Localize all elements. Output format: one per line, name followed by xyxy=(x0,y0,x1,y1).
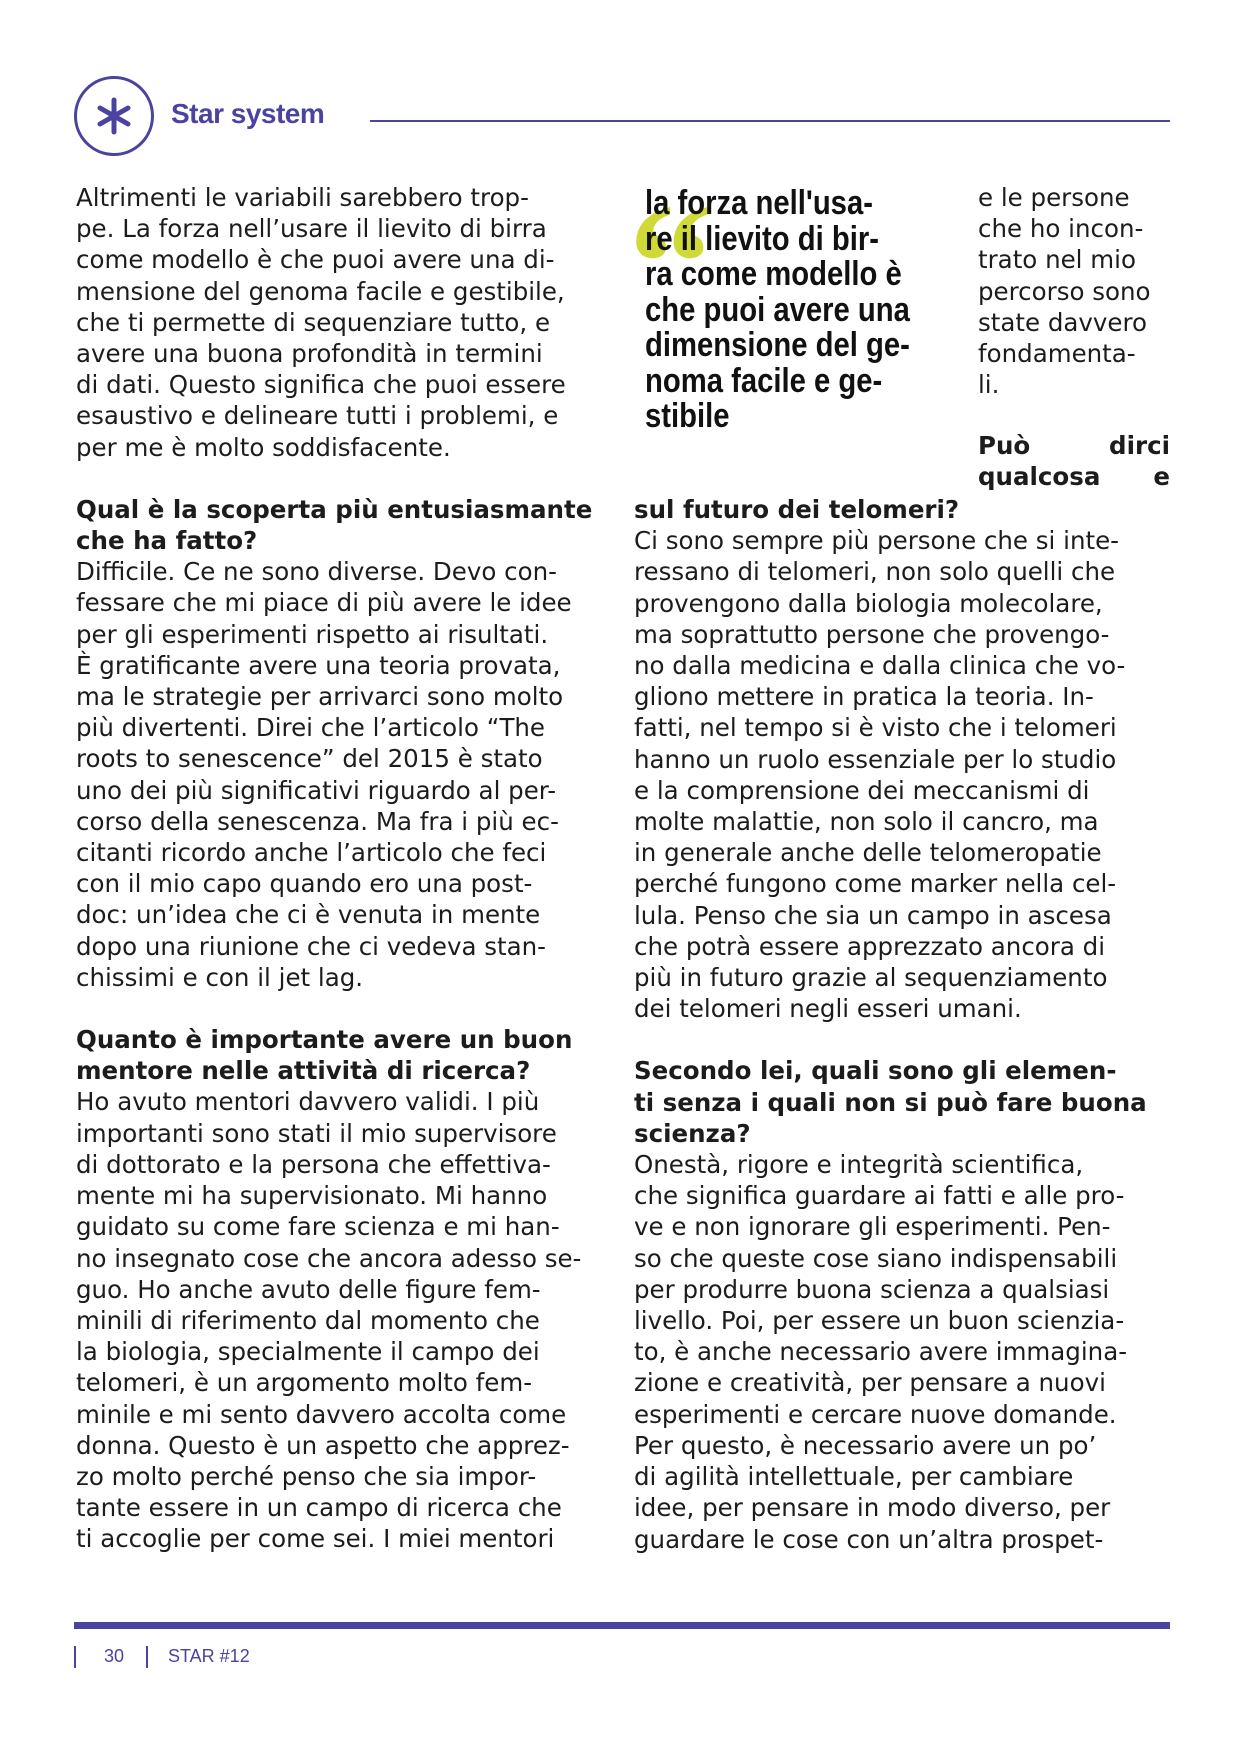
footer-separator xyxy=(146,1646,148,1668)
header-divider xyxy=(370,120,1170,122)
issue-label: STAR #12 xyxy=(168,1646,250,1666)
paragraph: Altrimenti le variabili sarebbero trop- pe. La forza nell’usare il lievito di birra come modello è che puoi avere una di- mensione del genoma facile e gestibile, che ti permette di sequenziare tutto, e avere una buona profondità in termini di dati. Questo significa che puoi essere esaustivo e delineare tutti i problemi, e per me è molto soddisfacente. xyxy=(76,183,566,462)
paragraph: Ho avuto mentori davvero validi. I più importanti sono stati il mio supervisore di dottorato e la persona che effettiva- mente mi ha supervisionato. Mi hanno guidato su come fare scienza e mi han- no insegnato cose che ancora adesso se- guo. Ho anche avuto delle figure fem- minili di riferimento dal momento che la biologia, specialmente il campo dei telomeri, è un argomento molto fem- minile e mi sento davvero accolta come donna. Questo è un aspetto che apprez- zo molto perché penso che sia impor- tante essere in un campo di ricerca che ti accoglie per come sei. I miei mentori xyxy=(76,1087,582,1554)
paragraph: e le persone che ho incon- trato nel mio percorso sono state davvero fondamenta- li. xyxy=(978,183,1151,400)
right-column-top xyxy=(978,182,1170,400)
question-heading: sul futuro dei telomeri? xyxy=(634,495,960,524)
paragraph: Onestà, rigore e integrità scientifica, che significa guardare ai fatti e alle pro- ve e non ignorare gli esperimenti. Pen- so che queste cose siano indispensabili per produrre buona scienza a qualsiasi livello. Poi, per essere un buon scienzia- to, è anche necessario avere immagina- zione e creatività, per pensare a nuovi esperimenti e cercare nuove domande. Per questo, è necessario avere un po’ di agilità intellettuale, per cambiare idee, per pensare in modo diverso, per guardare le cose con un’altra prospet- xyxy=(634,1150,1128,1554)
question-heading: Qual è la scoperta più entusiasmante che ha fatto? xyxy=(76,494,593,556)
footer-separator xyxy=(74,1646,76,1668)
quote-mark-icon: “ xyxy=(628,169,713,357)
left-column xyxy=(76,182,610,1555)
paragraph: Ci sono sempre più persone che si inte- ressano di telomeri, non solo quelli che provengono dalla biologia molecolare, ma soprattutto persone che provengo- no dalla medicina e dalla clinica che vo- gliono mettere in pratica la teoria. In- fatti, nel tempo si è visto che i telomeri hanno un ruolo essenziale per lo studio e la comprensione dei meccanismi di molte malattie, non solo il cancro, ma in generale anche delle telomeropatie perché fungono come marker nella cel- lula. Penso che sia un campo in ascesa che potrà essere apprezzato ancora di più in futuro grazie al sequenziamento dei telomeri negli esseri umani. xyxy=(634,526,1126,1024)
question-heading: Quanto è importante avere un buon mentore nelle attività di ricerca? xyxy=(76,1025,573,1086)
pull-quote: la forza nell'usa- re il lievito di bir- ra come modello è che puoi avere una dimensione del ge- noma facile e ge- stibile xyxy=(645,184,910,435)
question-heading: Secondo lei, quali sono gli elemen- ti senza i quali non si può fare buona scienza? xyxy=(634,1056,1147,1148)
asterisk-icon xyxy=(95,97,133,135)
section-title: Star system xyxy=(171,98,325,129)
footer-divider xyxy=(74,1622,1170,1629)
question-heading-part: Può dirci qualcosa e xyxy=(978,431,1170,492)
paragraph: Difficile. Ce ne sono diverse. Devo con- fessare che mi piace di più avere le idee per gli esperimenti rispetto ai risultati. È gratificante avere una teoria provata, ma le strategie per arrivarci sono molto più divertenti. Direi che l’articolo “The roots to senescence” del 2015 è stato uno dei più significativi riguardo al per- corso della senescenza. Ma fra i più ec- citanti ricordo anche l’articolo che feci con il mio capo quando ero una post- doc: un’idea che ci è venuta in mente dopo una riunione che ci vedeva stan- chissimi e con il jet lag. xyxy=(76,557,572,992)
page-number: 30 xyxy=(104,1646,125,1666)
section-badge xyxy=(74,76,154,156)
right-column xyxy=(634,494,1170,1555)
